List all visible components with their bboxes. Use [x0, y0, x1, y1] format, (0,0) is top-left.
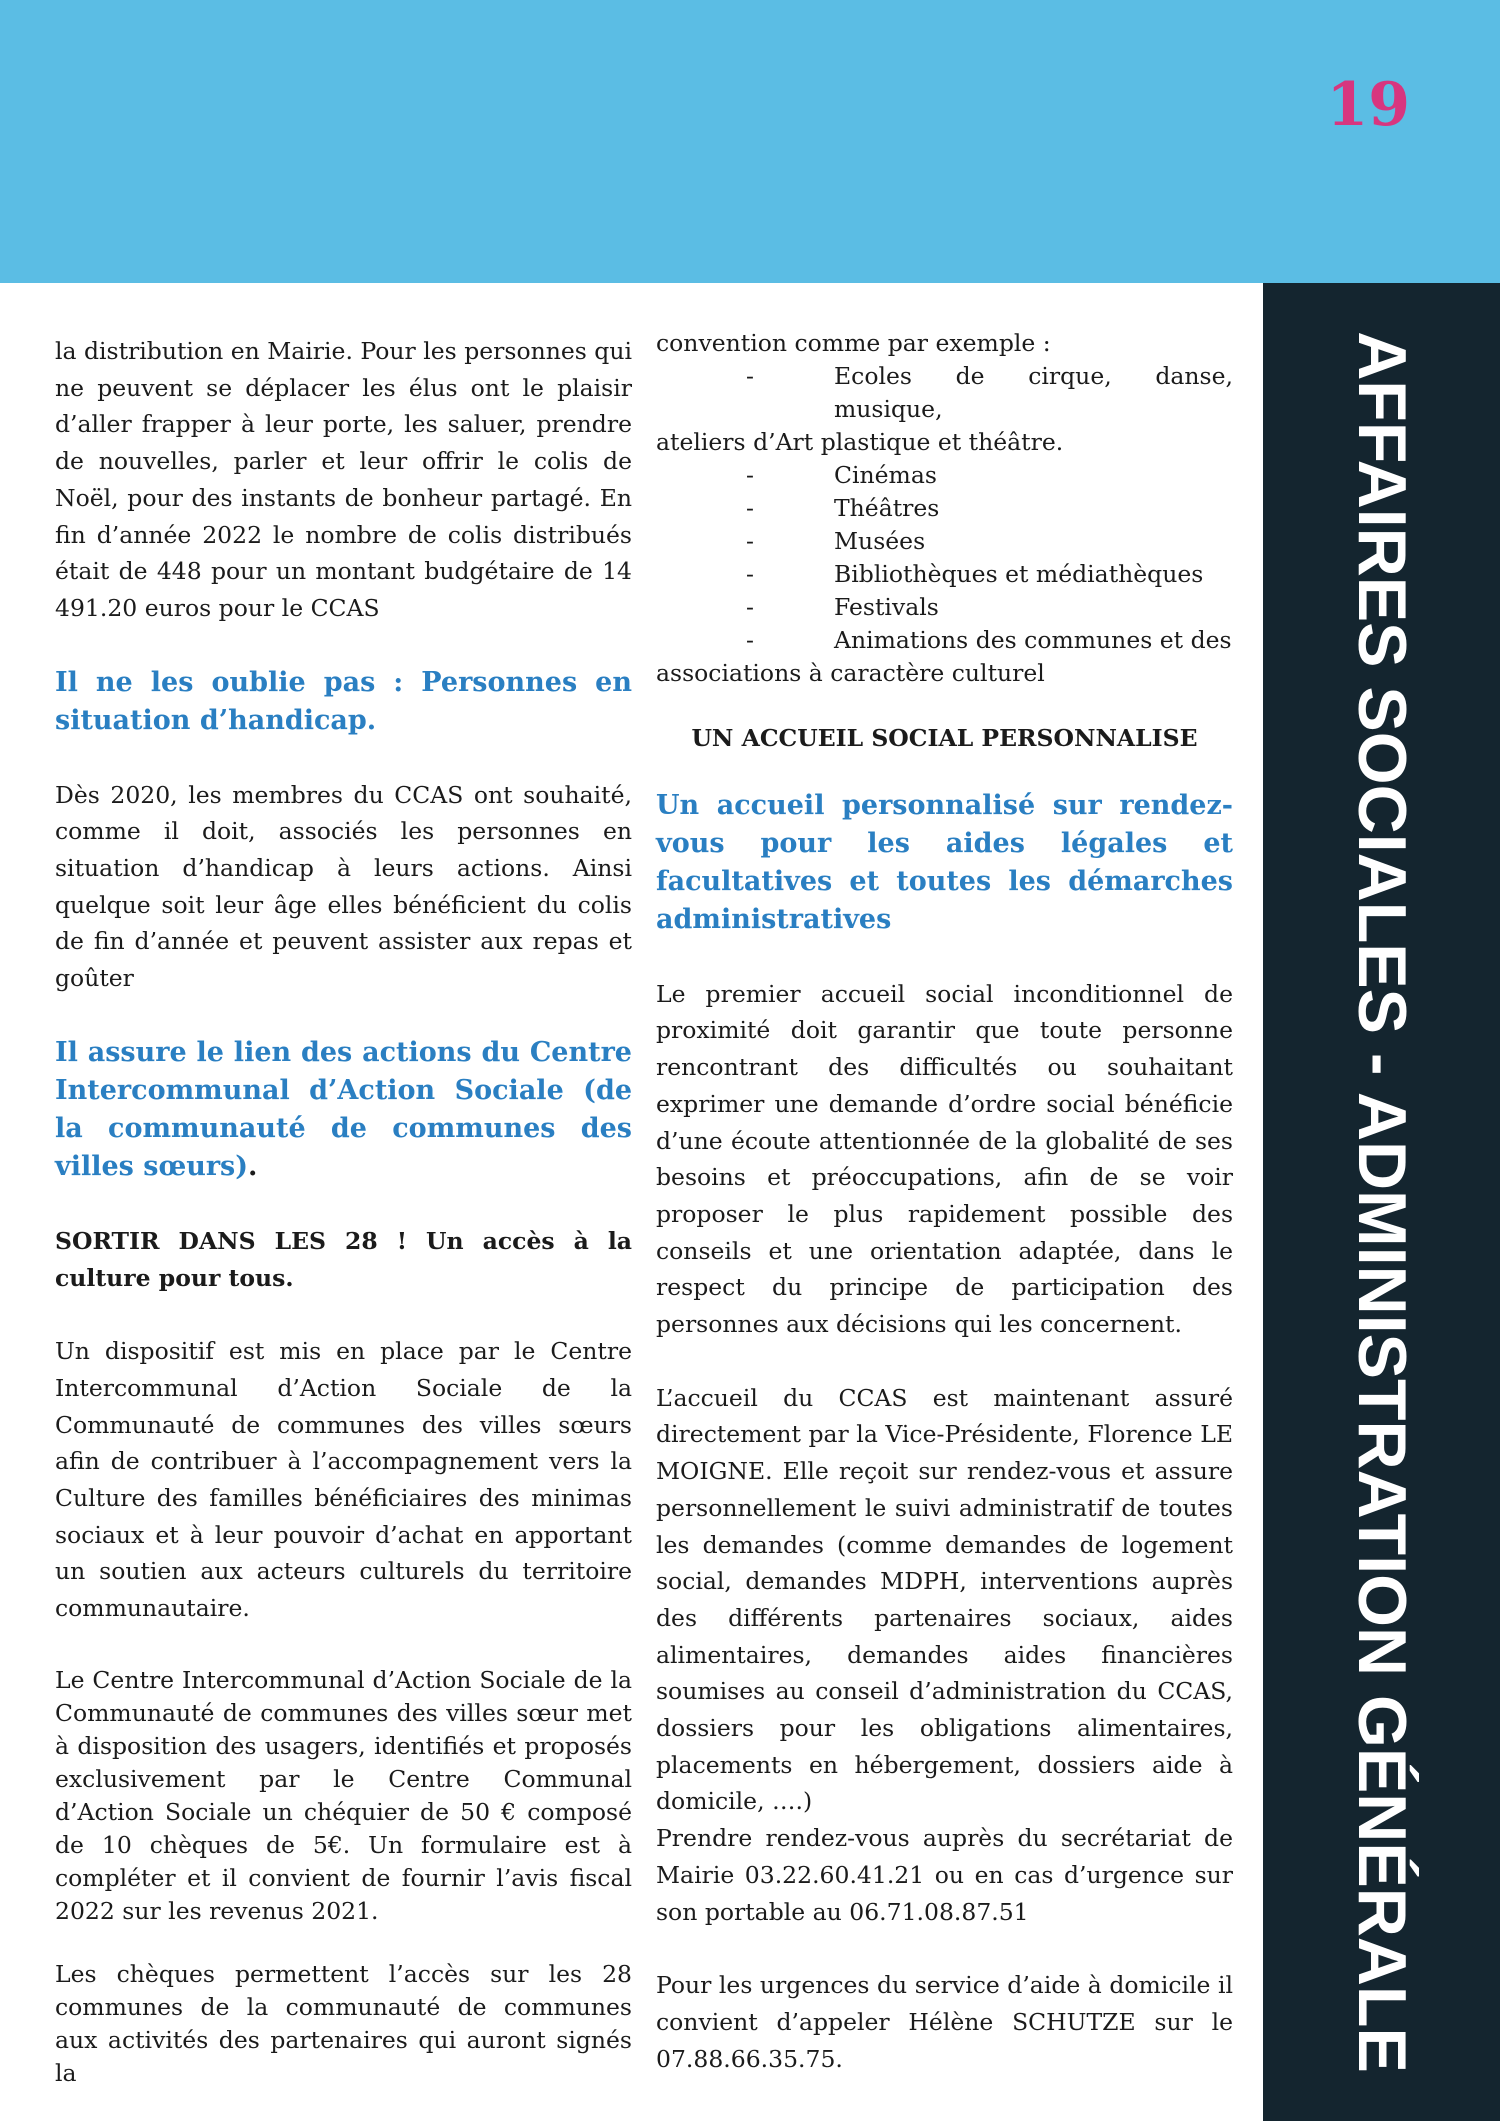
side-panel	[1263, 283, 1500, 2121]
section-heading: Il assure le lien des actions du Centre Intercommunal d’Action Sociale (de la communauté de communes des villes sœurs).	[55, 1036, 632, 1182]
list-item-continuation: ateliers d’Art plastique et théâtre.	[656, 428, 1064, 456]
list-item: - Théâtres	[746, 494, 940, 522]
paragraph: Prendre rendez-vous auprès du secrétariat de Mairie 03.22.60.41.21 ou en cas d’urgence sur son portable au 06.71.08.87.51	[656, 1824, 1233, 1926]
right-column	[656, 327, 1233, 2077]
list-item: - Festivals	[746, 593, 939, 621]
section-heading: Il ne les oublie pas : Personnes en situation d’handicap.	[55, 666, 632, 736]
list-item-continuation: associations à caractère culturel	[656, 659, 1045, 687]
list-item: - Cinémas	[746, 461, 937, 489]
paragraph: Un dispositif est mis en place par le Centre Intercommunal d’Action Sociale de la Communauté de communes des villes sœurs afin de contribuer à l’accompagnement vers la Culture des familles bénéficiaires des minimas sociaux et à leur pouvoir d’achat en apportant un soutien aux acteurs culturels du territoire communautaire.	[55, 1337, 632, 1623]
paragraph: Dès 2020, les membres du CCAS ont souhaité, comme il doit, associés les personnes en situation d’handicap à leurs actions. Ainsi quelque soit leur âge elles bénéficient du colis de fin d’année et peuvent assister aux repas et goûter	[55, 780, 632, 993]
paragraph: Pour les urgences du service d’aide à domicile il convient d’appeler Hélène SCHUTZE sur le 07.88.66.35.75.	[656, 1971, 1233, 2073]
subsection-heading: SORTIR DANS LES 28 ! Un accès à la culture pour tous.	[55, 1226, 632, 1292]
section-title: AFFAIRES SOCIALES - ADMINISTRATION GÉNÉRALE	[1343, 331, 1420, 2073]
paragraph: convention comme par exemple :	[656, 329, 1051, 357]
section-heading: Un accueil personnalisé sur rendez-vous pour les aides légales et facultatives et toutes les démarches administratives	[656, 789, 1233, 935]
paragraph: Le Centre Intercommunal d’Action Sociale de la Communauté de communes des villes sœur met à disposition des usagers, identifiés et proposés exclusivement par le Centre Communal d’Action Sociale un chéquier de 50 € composé de 10 chèques de 5€. Un formulaire est à compléter et il convient de fournir l’avis fiscal 2022 sur les revenus 2021.	[55, 1665, 632, 1925]
paragraph: la distribution en Mairie. Pour les personnes qui ne peuvent se déplacer les élus ont le plaisir d’aller frapper à leur porte, les saluer, prendre de nouvelles, parler et leur offrir le colis de Noël, pour des instants de bonheur partagé. En fin d’année 2022 le nombre de colis distribués était de 448 pour un montant budgétaire de 14 491.20 euros pour le CCAS	[55, 337, 632, 622]
list-item: - Animations des communes et des	[746, 626, 1232, 654]
paragraph: Les chèques permettent l’accès sur les 28 communes de la communauté de communes aux activités des partenaires qui auront signés la	[55, 1959, 632, 2087]
paragraph: Le premier accueil social inconditionnel de proximité doit garantir que toute personne rencontrant des difficultés ou souhaitant exprimer une demande d’ordre social bénéficie d’une écoute attentionnée de la globalité de ses besoins et préoccupations, afin de se voir proposer le plus rapidement possible des conseils et une orientation adaptée, dans le respect du principe de participation des personnes aux décisions qui les concernent.	[656, 979, 1233, 1339]
list-item: - Ecoles de cirque, danse, musique,	[746, 362, 1233, 423]
paragraph: L’accueil du CCAS est maintenant assuré directement par la Vice-Présidente, Florence LE MOIGNE. Elle reçoit sur rendez-vous et assure personnellement le suivi administratif de toutes les demandes (comme demandes de logement social, demandes MDPH, interventions auprès des différents partenaires sociaux, aides alimentaires, demandes aides financières soumises au conseil d’administration du CCAS, dossiers pour les obligations alimentaires, placements en hébergement, dossiers aide à domicile, ….)	[656, 1383, 1233, 1816]
left-column	[55, 333, 632, 2090]
header-banner	[0, 0, 1500, 283]
subsection-heading: UN ACCUEIL SOCIAL PERSONNALISE	[691, 724, 1198, 752]
list-item: - Musées	[746, 527, 926, 555]
page-number: 19	[1326, 70, 1410, 140]
list-item: - Bibliothèques et médiathèques	[746, 560, 1204, 588]
